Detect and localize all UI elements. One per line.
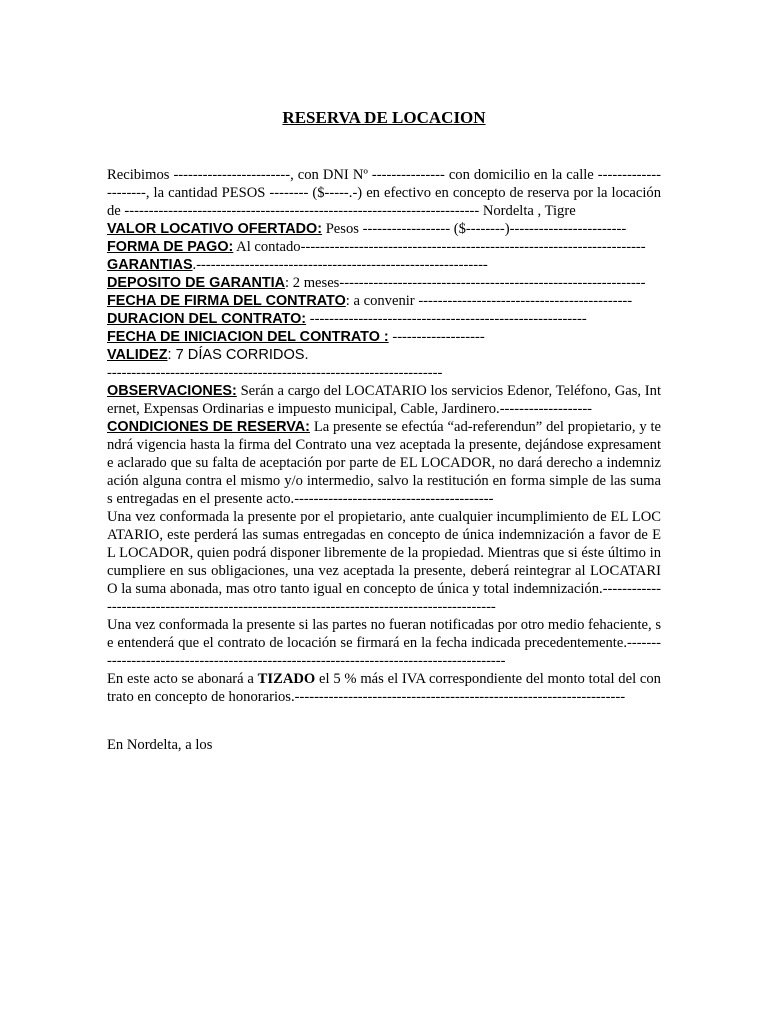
honorarios-post: el 5 % más el IVA correspondiente del monto total del contrato en concepto de honorarios.-------------------------------------------------------------------- [107, 671, 661, 705]
document-body [107, 166, 661, 754]
document-page [107, 0, 661, 1024]
duracion-field [107, 310, 661, 328]
document-title: RESERVA DE LOCACION [282, 108, 486, 127]
honorarios-payee: TIZADO [257, 671, 316, 687]
honorarios-pre: En este acto se abonará a [107, 671, 258, 687]
fecha-firma-field [107, 292, 661, 310]
deposito-field [107, 274, 661, 292]
condiciones-label: CONDICIONES DE RESERVA: [107, 419, 310, 435]
incumplimiento-paragraph: Una vez conformada la presente por el propietario, ante cualquier incumplimiento de EL LOCATARIO, este perderá las sumas entregadas en concepto de única indemnización a favor de EL LOCADOR, quien podrá disponer libremente de la propiedad. Mientras que si éste último incumpliere en sus obligaciones, una vez aceptada la presente, deberá reintegrar al LOCATARIO la suma abonada, mas otro tanto igual en concepto de única y total indemnización.-------------------------------------------------------------------------------------------- [107, 509, 661, 615]
closing-line: En Nordelta, a los [107, 737, 213, 753]
observaciones-field [107, 382, 661, 418]
validez-separator: --------------------------------------------------------------------- [107, 365, 443, 381]
valor-locativo-value: Pesos ------------------ ($--------)------------------------ [322, 221, 627, 237]
duracion-label: DURACION DEL CONTRATO: [107, 311, 307, 327]
observaciones-label: OBSERVACIONES: [107, 383, 237, 399]
duracion-value: --------------------------------------------------------- [306, 311, 587, 327]
fecha-inicio-label: FECHA DE INICIACION DEL CONTRATO : [107, 329, 389, 345]
forma-de-pago-field [107, 238, 661, 256]
validez-field [107, 346, 661, 364]
fecha-firma-value: : a convenir -------------------------------------------- [345, 293, 633, 309]
condiciones-value: La presente se efectúa “ad-referendun” del propietario, y tendrá vigencia hasta la firma del Contrato una vez aceptada la presente, dejándose expresamente aclarado que su falta de aceptación por parte de EL LOCADOR, no dará derecho a indemnización alguna contra el mismo y/o intermedio, salvo la restitución en forma simple de las sumas entregadas en el presente acto.----------------------------------------- [107, 419, 661, 507]
observaciones-value: Serán a cargo del LOCATARIO los servicios Edenor, Teléfono, Gas, Internet, Expensas Ordinarias e impuesto municipal, Cable, Jardinero.------------------- [107, 383, 661, 417]
fecha-inicio-value: ------------------- [388, 329, 485, 345]
deposito-label: DEPOSITO DE GARANTIA [107, 275, 286, 291]
forma-de-pago-label: FORMA DE PAGO: [107, 239, 234, 255]
fecha-firma-label: FECHA DE FIRMA DEL CONTRATO [107, 293, 346, 309]
garantias-value: .------------------------------------------------------------ [192, 257, 488, 273]
condiciones-field [107, 418, 661, 508]
spacer [107, 706, 661, 736]
intro-paragraph: Recibimos ------------------------, con DNI Nº --------------- con domicilio en la calle ---------------------, la cantidad PESOS -------- ($-----.-) en efectivo en concepto de reserva por la locación de ------------------------------------------------------------------------- Nordelta , Tigre [107, 167, 661, 219]
validez-label: VALIDEZ [107, 347, 168, 363]
validez-value: : 7 DÍAS CORRIDOS. [167, 347, 309, 363]
forma-de-pago-value: Al contado----------------------------------------------------------------------- [233, 239, 646, 255]
notificacion-paragraph: Una vez conformada la presente si las partes no fueran notificadas por otro medio fehaciente, se entenderá que el contrato de locación se firmará en la fecha indicada precedentemente.----------------------------------------------------------------------------------------- [107, 617, 661, 669]
valor-locativo-label: VALOR LOCATIVO OFERTADO: [107, 221, 323, 237]
deposito-value: : 2 meses--------------------------------------------------------------- [285, 275, 646, 291]
garantias-label: GARANTIAS [107, 257, 193, 273]
valor-locativo-field [107, 220, 661, 238]
garantias-field [107, 256, 661, 274]
honorarios-paragraph [107, 670, 661, 706]
fecha-inicio-field [107, 328, 661, 346]
